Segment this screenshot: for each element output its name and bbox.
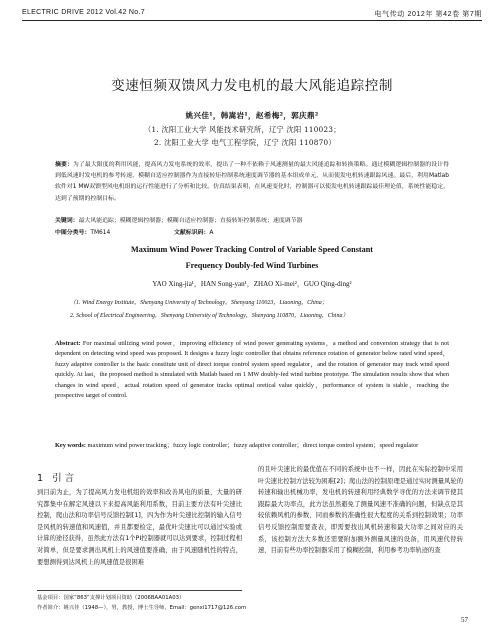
- abstract-en-label: Abstract:: [55, 340, 81, 347]
- keywords-en-text: maximum wind power tracking；fuzzy logic controller；fuzzy adaptive controller；direct torque control system；speed regulator: [87, 442, 419, 449]
- section-heading: [37, 470, 77, 484]
- header-rule: [22, 20, 482, 21]
- classification-row: [55, 227, 449, 236]
- abstract-en: [55, 339, 449, 401]
- doc-code-value: A: [209, 230, 214, 236]
- keywords-cn-label: 关键词：: [55, 218, 79, 224]
- abstract-cn-label: 摘要：: [55, 162, 73, 168]
- paper-title: 变速恒频双馈风力发电机的最大风能追踪控制: [111, 78, 393, 94]
- abstract-en-text: For maximal utilizing wind power，improving efficiency of wind power generating systems，a method and conversion strategy that is not dependent on detecting wind speed was proposed. It designs a fuzzy logic controller that obtains reference rotation of generator below rated wind speed，fuzzy adaptive controller is the basic constitute unit of direct torque control system speed regulator，and the rotation of generator may track wind speed quickly. At last，the proposed method is simulated with Matlab based on 1 MW doubly-fed wind turbine prototype. The simulation results show that when changes in wind speed，actual rotation speed of generator tracks optimal oretical value quickly，performance of system is stable，reaching the prospective target of control.: [55, 340, 449, 400]
- english-affiliation-2: 2. School of Electrical Engineering，Shenyang University of Technology，Shenyang 110870，Liaoning，China）: [70, 313, 349, 319]
- keywords-en: [55, 441, 449, 451]
- english-title-line1: Maximum Wind Power Tracking Control of Variable Speed Constant: [130, 245, 373, 254]
- body-left-column: 到目前为止，为了提高风力发电机组的效率和改善风电的质量，大量的研究都集中在解定风速以下来提高风能利用系数，目前主要方法有叶尖速比控制，爬山法和功率信号反馈控制[1]，四为作为叶尖速比控制的输入信号是风机的转速值和风速值，并且都要检定，最优叶尖速比可以通过实验或计算的途径获得，虽然此方法有1个PI控制器就可以达到要求，控制过程相对简单，但是要求测出风机上的风速值要准确，由于风速随机性的特点，要想测得到达风机上的风速值是很困难: [37, 489, 242, 566]
- keywords-cn: [55, 215, 449, 224]
- journal-name-cn: 电气传动 2012年 第42卷 第7期: [374, 11, 482, 18]
- english-title-line2: Frequency Doubly-fed Wind Turbines: [185, 261, 319, 270]
- clc-label: 中图分类号：: [55, 230, 91, 236]
- running-header: [22, 7, 482, 21]
- english-affiliation-1: （1. Wind Energy Institute，Shenyang University of Technology，Shenyang 110023，Liaoning，China；: [70, 300, 328, 306]
- affiliation-2: 2. 沈阳工业大学 电气工程学院，辽宁 沈阳 110870）: [154, 138, 336, 147]
- page-number: 57: [461, 616, 468, 624]
- english-authors: YAO Xing-jia¹，HAN Song-yan¹，ZHAO Xi-mei²，GUO Qing-ding²: [152, 280, 352, 288]
- doc-code-label: 文献标识码：: [174, 230, 210, 236]
- keywords-en-label: Key words:: [55, 442, 86, 449]
- footnote-author: 作者简介：姚兴佳（1948—），男，教授，博士生导师，Email：genxi1717@126.com: [37, 605, 247, 611]
- section-number: 1: [37, 473, 47, 484]
- abstract-cn-text: 为了最大限度的利用风能，提高风力发电系统的效率，提出了一种不依赖于风速测量的最大风能追踪和转换策略。通过模糊逻辑控制器的设计得到低风速时发电机的参考转速，模糊自适应控制器作为直接转矩控制系统速度调节器的基本组成单元，从而使发电机转速跟踪风速。最后，利用Matlab软件对1 MW双馈型风电机组的运行性能进行了分析和比较。仿真结果表明，在风速变化时，控制器可以使发电机转速跟踪最佳理论值，系统性能稳定，达到了预期的控制目标。: [55, 162, 450, 202]
- abstract-cn: [55, 160, 449, 205]
- footnote-fund: 基金项目：国家“863”支撑计划项目资助（2006BAA01A03）: [37, 595, 185, 601]
- section-title: 引言: [52, 473, 78, 484]
- clc-value: TM614: [90, 230, 111, 236]
- journal-name-en: ELECTRIC DRIVE 2012 Vol.42 No.7: [22, 9, 145, 16]
- affiliation-1: （1. 沈阳工业大学 风能技术研究所，辽宁 沈阳 110023；: [144, 125, 341, 134]
- keywords-cn-text: 最大风能追踪；模糊逻辑控制器；模糊自适应控制器；直接转矩控制系统；速度调节器: [78, 218, 303, 224]
- body-right-column: 的且叶尖速比的最优值在不同的系统中也不一样，因此在实际控制中采用叶尖速比控制方法较为困难[2]；爬山法的控制原理是通过实时测量风轮的转速和输出机械功率，发电机的转速利用经典数学寻优的方法来调节使其跟踪最大功率点，此方法虽然避免了测量风速不准确的问题，但缺点是其较依赖风机的参数，同而参数的准确性很大程度的关系到控制效果；功率信号反馈控制需要查表，即需要找出风机转速和最大功率之间对应的关系，该控制方法大多数还需要附加额外测量风速的设备，用风速代替转速，目前有些功率控制器采用了模糊控制，利用参考功率轨迹的查: [258, 466, 463, 555]
- footnote-rule: [37, 590, 242, 591]
- author-list: 姚兴佳¹，韩嵩岩¹，赵希梅²，郭庆鼎²: [185, 111, 319, 120]
